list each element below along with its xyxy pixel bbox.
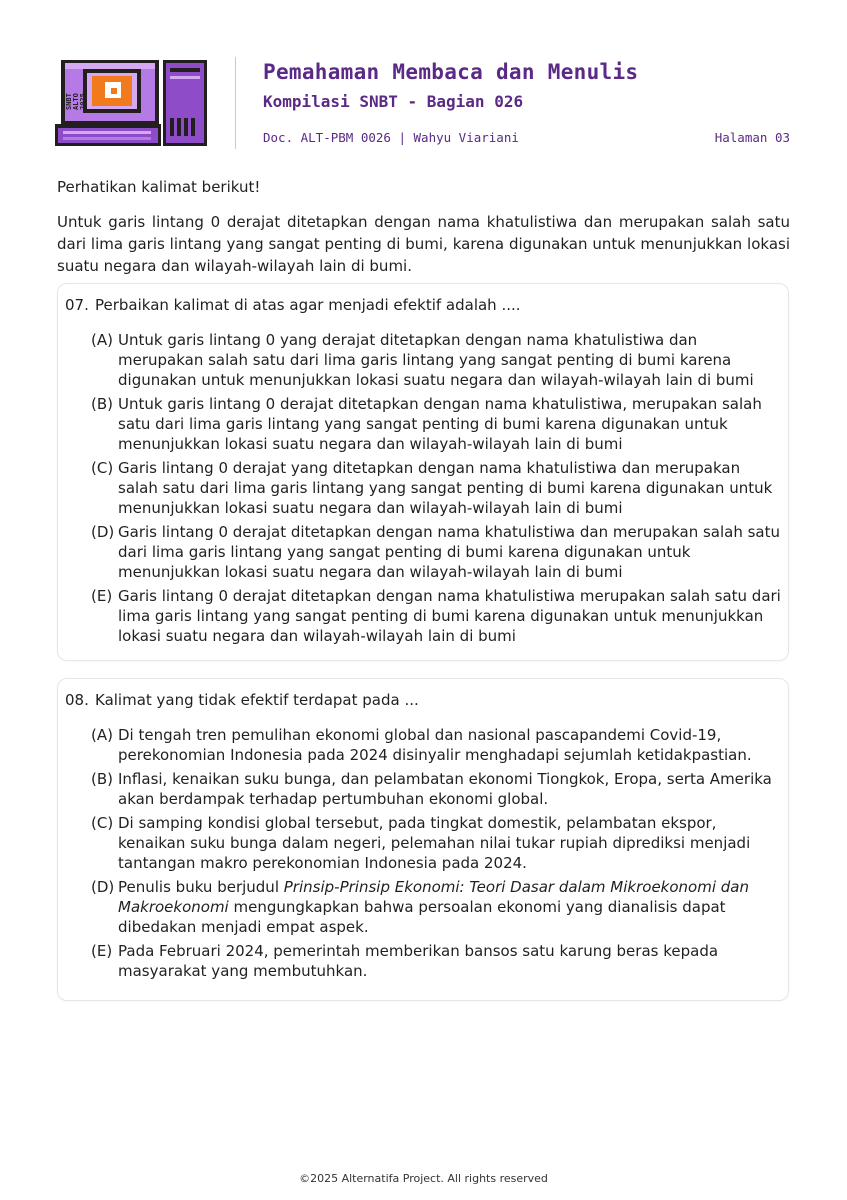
logo-text-1: ALTO bbox=[72, 93, 80, 110]
option-text-before: Penulis buku berjudul bbox=[118, 878, 284, 896]
passage-text: Untuk garis lintang 0 derajat ditetapkan dengan nama khatulistiwa dan merupakan salah satu dari lima garis lintang yang sangat penting di bumi, karena digunakan untuk menunjukkan lokasi suatu negara dan wilayah-wilayah lain di bumi. bbox=[57, 213, 790, 275]
page-number: Halaman 03 bbox=[714, 130, 790, 145]
instruction-text: Perhatikan kalimat berikut! bbox=[57, 178, 261, 196]
option-letter: (E) bbox=[91, 942, 113, 960]
book-title: Prinsip-Prinsip Ekonomi: Teori Dasar dalam Mikroekonomi dan Makroekonomi bbox=[118, 878, 749, 916]
copyright-footer: ©2025 Alternatifa Project. All rights reserved bbox=[299, 1172, 548, 1185]
question-text: Kalimat yang tidak efektif terdapat pada ... bbox=[95, 691, 419, 709]
option-letter: (E) bbox=[91, 587, 113, 605]
option-text: Di tengah tren pemulihan ekonomi global dan nasional pascapandemi Covid-19, perekonomian Indonesia pada 2024 disinyalir menghadapi sejumlah ketidakpastian. bbox=[118, 726, 752, 764]
option-letter: (B) bbox=[91, 395, 113, 413]
question-number: 07. bbox=[65, 296, 89, 314]
logo-text-3: 2025 bbox=[79, 93, 87, 110]
option-text bbox=[118, 877, 781, 937]
option-text: Pada Februari 2024, pemerintah memberikan bansos satu karung beras kepada masyarakat yang membutuhkan. bbox=[118, 942, 719, 980]
option-letter: (C) bbox=[91, 814, 114, 832]
option-e[interactable] bbox=[91, 941, 781, 981]
option-letter: (C) bbox=[91, 459, 114, 477]
option-e[interactable] bbox=[91, 586, 781, 646]
answer-options bbox=[91, 330, 781, 650]
option-text: Untuk garis lintang 0 derajat ditetapkan dengan nama khatulistiwa, merupakan salah satu dari lima garis lintang yang sangat penting di bumi karena digunakan untuk menunjukkan lokasi suatu negara dan wilayah-wilayah lain di bumi bbox=[118, 395, 762, 453]
question-card-07 bbox=[57, 283, 789, 661]
question-text: Perbaikan kalimat di atas agar menjadi efektif adalah .... bbox=[95, 296, 521, 314]
option-b[interactable] bbox=[91, 394, 781, 454]
document-subtitle: Kompilasi SNBT - Bagian 026 bbox=[263, 92, 524, 111]
option-text: Garis lintang 0 derajat yang ditetapkan dengan nama khatulistiwa dan merupakan salah satu dari lima garis lintang yang sangat penting di bumi karena digunakan untuk menunjukkan lokasi suatu negara dan wilayah-wilayah lain di bumi bbox=[118, 459, 773, 517]
option-text: Di samping kondisi global tersebut, pada tingkat domestik, pelambatan ekspor, kenaikan suku bunga dalam negeri, pelemahan nilai tukar rupiah diprediksi menjadi tantangan makro perekonomian Indonesia pada 2024. bbox=[118, 814, 751, 872]
logo-text-2: SNBT bbox=[65, 93, 73, 110]
option-letter: (A) bbox=[91, 331, 113, 349]
option-d[interactable] bbox=[91, 522, 781, 582]
option-a[interactable] bbox=[91, 725, 781, 765]
page-header bbox=[0, 0, 847, 160]
option-letter: (D) bbox=[91, 878, 115, 896]
option-text-after: mengungkapkan bahwa persoalan ekonomi yang dianalisis dapat dibedakan menjadi empat aspek. bbox=[118, 898, 726, 936]
option-text: Untuk garis lintang 0 yang derajat ditetapkan dengan nama khatulistiwa dan merupakan salah satu dari lima garis lintang yang sangat penting di bumi karena digunakan untuk menunjukkan lokasi suatu negara dan wilayah-wilayah lain di bumi bbox=[118, 331, 754, 389]
retro-computer-logo bbox=[55, 58, 210, 148]
option-b[interactable] bbox=[91, 769, 781, 809]
option-a[interactable] bbox=[91, 330, 781, 390]
answer-options bbox=[91, 725, 781, 985]
option-c[interactable] bbox=[91, 458, 781, 518]
intro-section bbox=[57, 176, 790, 277]
header-divider bbox=[235, 57, 236, 149]
option-c[interactable] bbox=[91, 813, 781, 873]
question-stem bbox=[65, 295, 521, 315]
option-text: Garis lintang 0 derajat ditetapkan dengan nama khatulistiwa merupakan salah satu dari lima garis lintang yang sangat penting di bumi karena digunakan untuk menunjukkan lokasi suatu negara dan wilayah-wilayah lain di bumi bbox=[118, 587, 781, 645]
document-title: Pemahaman Membaca dan Menulis bbox=[263, 60, 639, 84]
option-letter: (B) bbox=[91, 770, 113, 788]
question-number: 08. bbox=[65, 691, 89, 709]
document-meta: Doc. ALT-PBM 0026 | Wahyu Viariani bbox=[263, 130, 519, 145]
option-text: Inflasi, kenaikan suku bunga, dan pelambatan ekonomi Tiongkok, Eropa, serta Amerika akan berdampak terhadap pertumbuhan ekonomi global. bbox=[118, 770, 772, 808]
question-card-08 bbox=[57, 678, 789, 1001]
option-letter: (D) bbox=[91, 523, 115, 541]
option-d[interactable] bbox=[91, 877, 781, 937]
option-letter: (A) bbox=[91, 726, 113, 744]
question-stem bbox=[65, 690, 419, 710]
option-text: Garis lintang 0 derajat ditetapkan dengan nama khatulistiwa dan merupakan salah satu dari lima garis lintang yang sangat penting di bumi karena digunakan untuk menunjukkan lokasi suatu negara dan wilayah-wilayah lain di bumi bbox=[118, 523, 781, 581]
